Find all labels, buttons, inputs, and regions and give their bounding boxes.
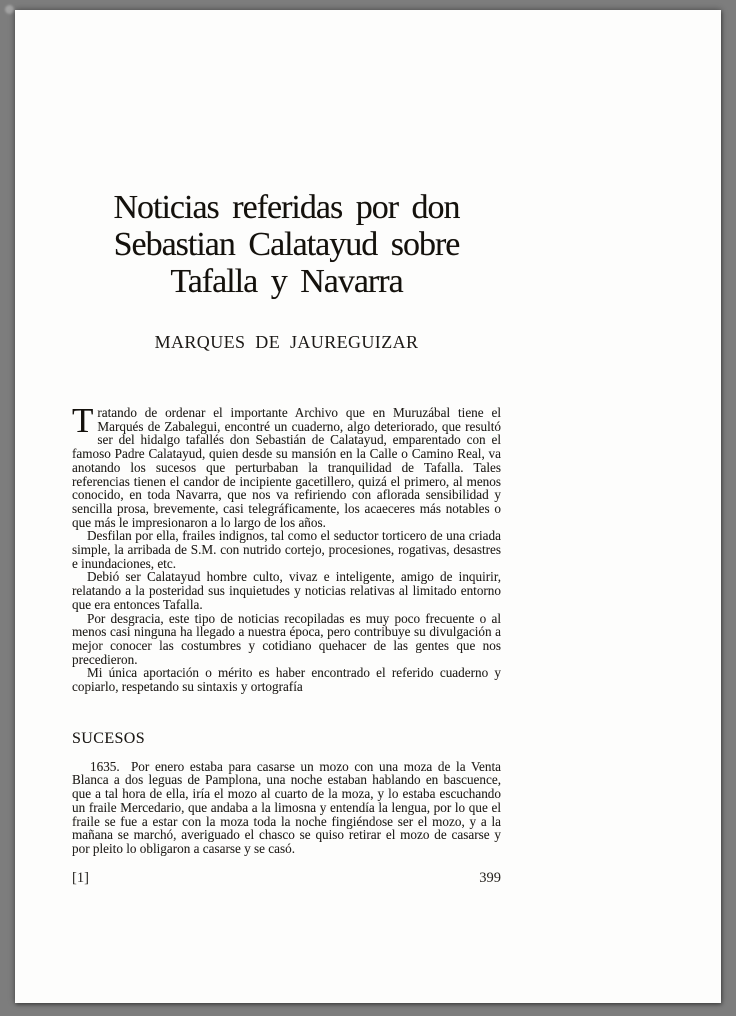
section-heading-sucesos: SUCESOS bbox=[72, 729, 146, 747]
intro-paragraph-4: Por desgracia, este tipo de noticias recopiladas es muy poco frecuente o al menos casi ninguna ha llegado a nuestra época, pero contribuye su divulgación a mejor conocer las costumbres y cotidiano quehacer de las gentes que nos precedieron. bbox=[72, 610, 501, 667]
page-footer bbox=[72, 870, 501, 887]
dropcap-initial: T bbox=[72, 401, 94, 440]
author-name: MARQUES DE JAUREGUIZAR bbox=[154, 332, 419, 352]
footnote-marker: [1] bbox=[72, 870, 89, 886]
intro-paragraph-5: Mi única aportación o mérito es haber encontrado el referido cuaderno y copiarlo, respetando su sintaxis y ortografía bbox=[72, 665, 501, 695]
intro-paragraph-1-text: ratando de ordenar el importante Archivo que en Muruzábal tiene el Marqués de Zabalegui, encontré un cuaderno, algo deteriorado, que resultó ser del hidalgo tafallés don Sebastián de Calatayud, emparentado con el famoso Padre Calatayud, quien desde su mansión en la Calle o Camino Real, va anotando los sucesos que perturbaban la tranquilidad de Tafalla. Tales referencias tienen el candor de incipiente gacetillero, quizá el primero, al menos conocido, en toda Navarra, que nos va refiriendo con aflorada sensibilidad y sencilla prosa, brevemente, casi telegráficamente, los acaeceres más notables o que más le impresionaron a lo largo de los años. bbox=[72, 405, 501, 530]
page-title-line-2: Sebastian Calatayud sobre bbox=[113, 226, 460, 263]
page-title bbox=[72, 189, 501, 300]
intro-paragraph-2: Desfilan por ella, frailes indignos, tal como el seductor torticero de una criada simple, la arribada de S.M. con nutrido cortejo, procesiones, rogativas, desastres e inundaciones, etc. bbox=[72, 528, 501, 571]
article-body bbox=[72, 401, 501, 856]
intro-paragraph-3: Debió ser Calatayud hombre culto, vivaz e inteligente, amigo de inquirir, relatando a la posteridad sus inquietudes y noticias relativas al limitado entorno que era entonces Tafalla. bbox=[72, 569, 501, 612]
intro-paragraph-1 bbox=[72, 401, 501, 530]
page-number: 399 bbox=[479, 870, 501, 886]
events-paragraph-1635: 1635. Por enero estaba para casarse un mozo con una moza de la Venta Blanca a dos leguas de Pamplona, una noche estaban hablando en bascuence, que a tal hora de ella, iría el mozo al cuarto de la moza, y lo estaba escuchando un fraile Mercedario, que andaba a la limosna y entendía la lengua, por lo que el fraile se fue a estar con la moza toda la noche fingiéndose ser el mozo, y a la mañana se marchó, averiguado el chasco se quiso retirar el mozo de casarse y por pleito lo obligaron a casarse y se casó. bbox=[72, 758, 501, 856]
page-title-line-1: Noticias referidas por don bbox=[113, 189, 460, 226]
scan-corner-artifact bbox=[5, 5, 14, 14]
document-page bbox=[15, 10, 721, 1003]
page-title-line-3: Tafalla y Navarra bbox=[170, 263, 403, 300]
